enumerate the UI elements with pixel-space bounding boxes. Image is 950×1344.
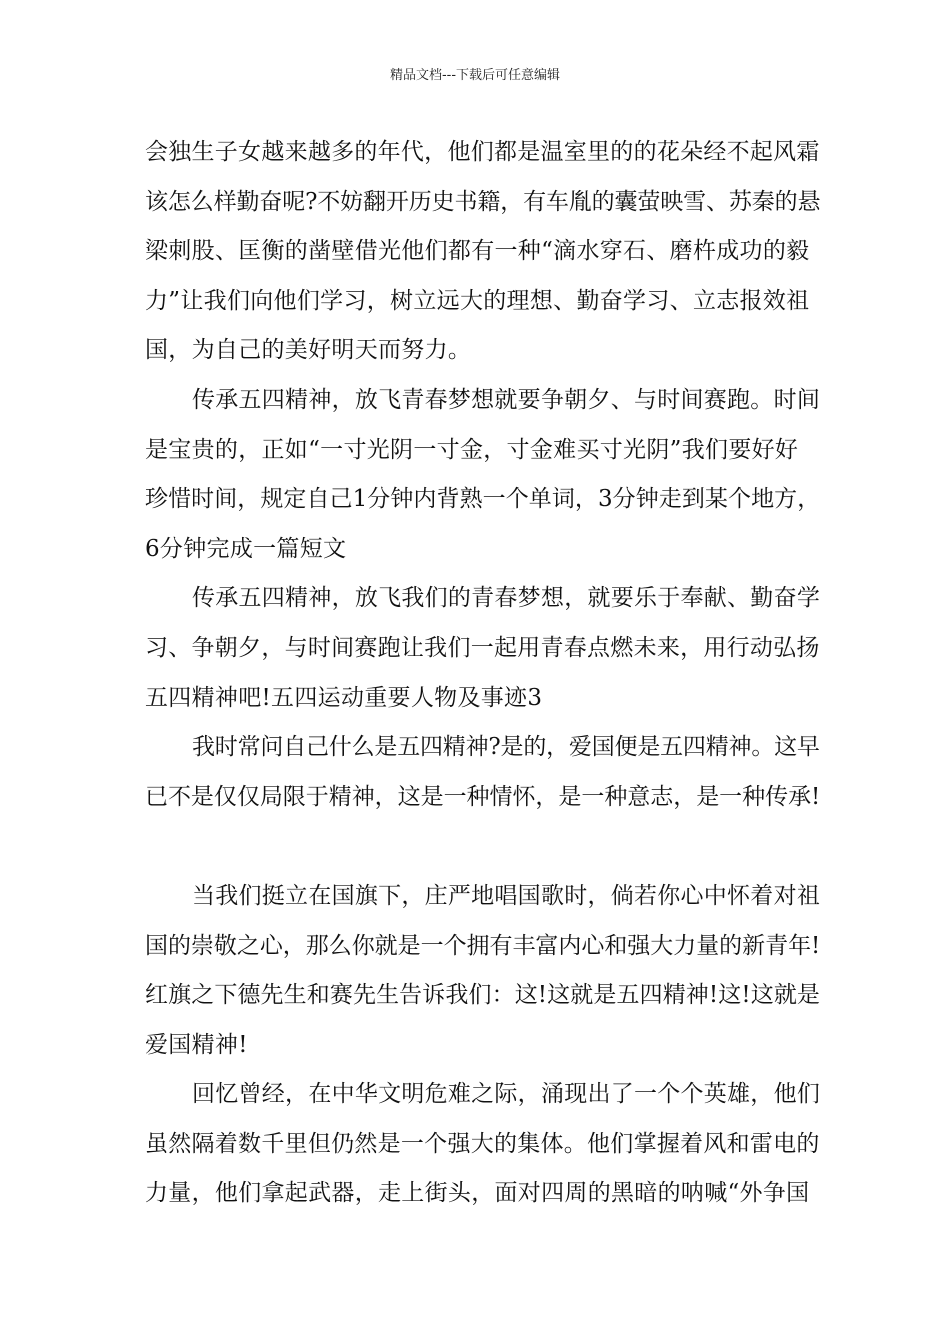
text-line: 红旗之下德先生和赛先生告诉我们：这!这就是五四精神!这!这就是 — [145, 982, 821, 1009]
text-line: 已不是仅仅局限于精神，这是一种情怀，是一种意志，是一种传承! — [145, 783, 821, 810]
text-line: 回忆曾经，在中华文明危难之际，涌现出了一个个英雄，他们 — [192, 1081, 821, 1108]
text-line: 习、争朝夕，与时间赛跑让我们一起用青春点燃未来，用行动弘扬 — [145, 634, 820, 661]
text-line: 爱国精神! — [145, 1031, 248, 1058]
text-line: 力”让我们向他们学习，树立远大的理想、勤奋学习、立志报效祖 — [145, 287, 810, 314]
text-line: 国，为自己的美好明天而努力。 — [145, 337, 472, 364]
document-body — [145, 128, 821, 1219]
text-line: 传承五四精神，放飞我们的青春梦想，就要乐于奉献、勤奋学 — [192, 585, 821, 612]
text-line: 当我们挺立在国旗下，庄严地唱国歌时，倘若你心中怀着对祖 — [192, 882, 821, 909]
text-line: 会独生子女越来越多的年代，他们都是温室里的的花朵经不起风霜 — [145, 139, 820, 165]
text-line: 五四精神吧!五四运动重要人物及事迹3 — [145, 684, 543, 711]
text-line: 传承五四精神，放飞青春梦想就要争朝夕、与时间赛跑。时间 — [192, 386, 821, 413]
text-line: 梁刺股、匡衡的凿壁借光他们都有一种“滴水穿石、磨杵成功的毅 — [145, 238, 810, 265]
text-line: 珍惜时间，规定自己1分钟内背熟一个单词，3分钟走到某个地方， — [145, 486, 821, 513]
text-line: 是宝贵的，正如“一寸光阴一寸金，寸金难买寸光阴”我们要好好 — [145, 436, 799, 463]
text-line: 我时常问自己什么是五四精神?是的，爱国便是五四精神。这早 — [192, 734, 820, 761]
blank-line — [145, 822, 815, 872]
text-line: 力量，他们拿起武器，走上街头，面对四周的黑暗的呐喊“外争国 — [145, 1180, 810, 1207]
text-line: 6分钟完成一篇短文 — [145, 535, 347, 562]
page-header: 精品文档---下载后可任意编辑 — [389, 68, 561, 83]
text-line: 该怎么样勤奋呢?不妨翻开历史书籍，有车胤的囊萤映雪、苏秦的悬 — [145, 188, 821, 215]
text-line: 虽然隔着数千里但仍然是一个强大的集体。他们掌握着风和雷电的 — [145, 1130, 820, 1157]
text-line: 国的崇敬之心，那么你就是一个拥有丰富内心和强大力量的新青年! — [145, 932, 821, 959]
